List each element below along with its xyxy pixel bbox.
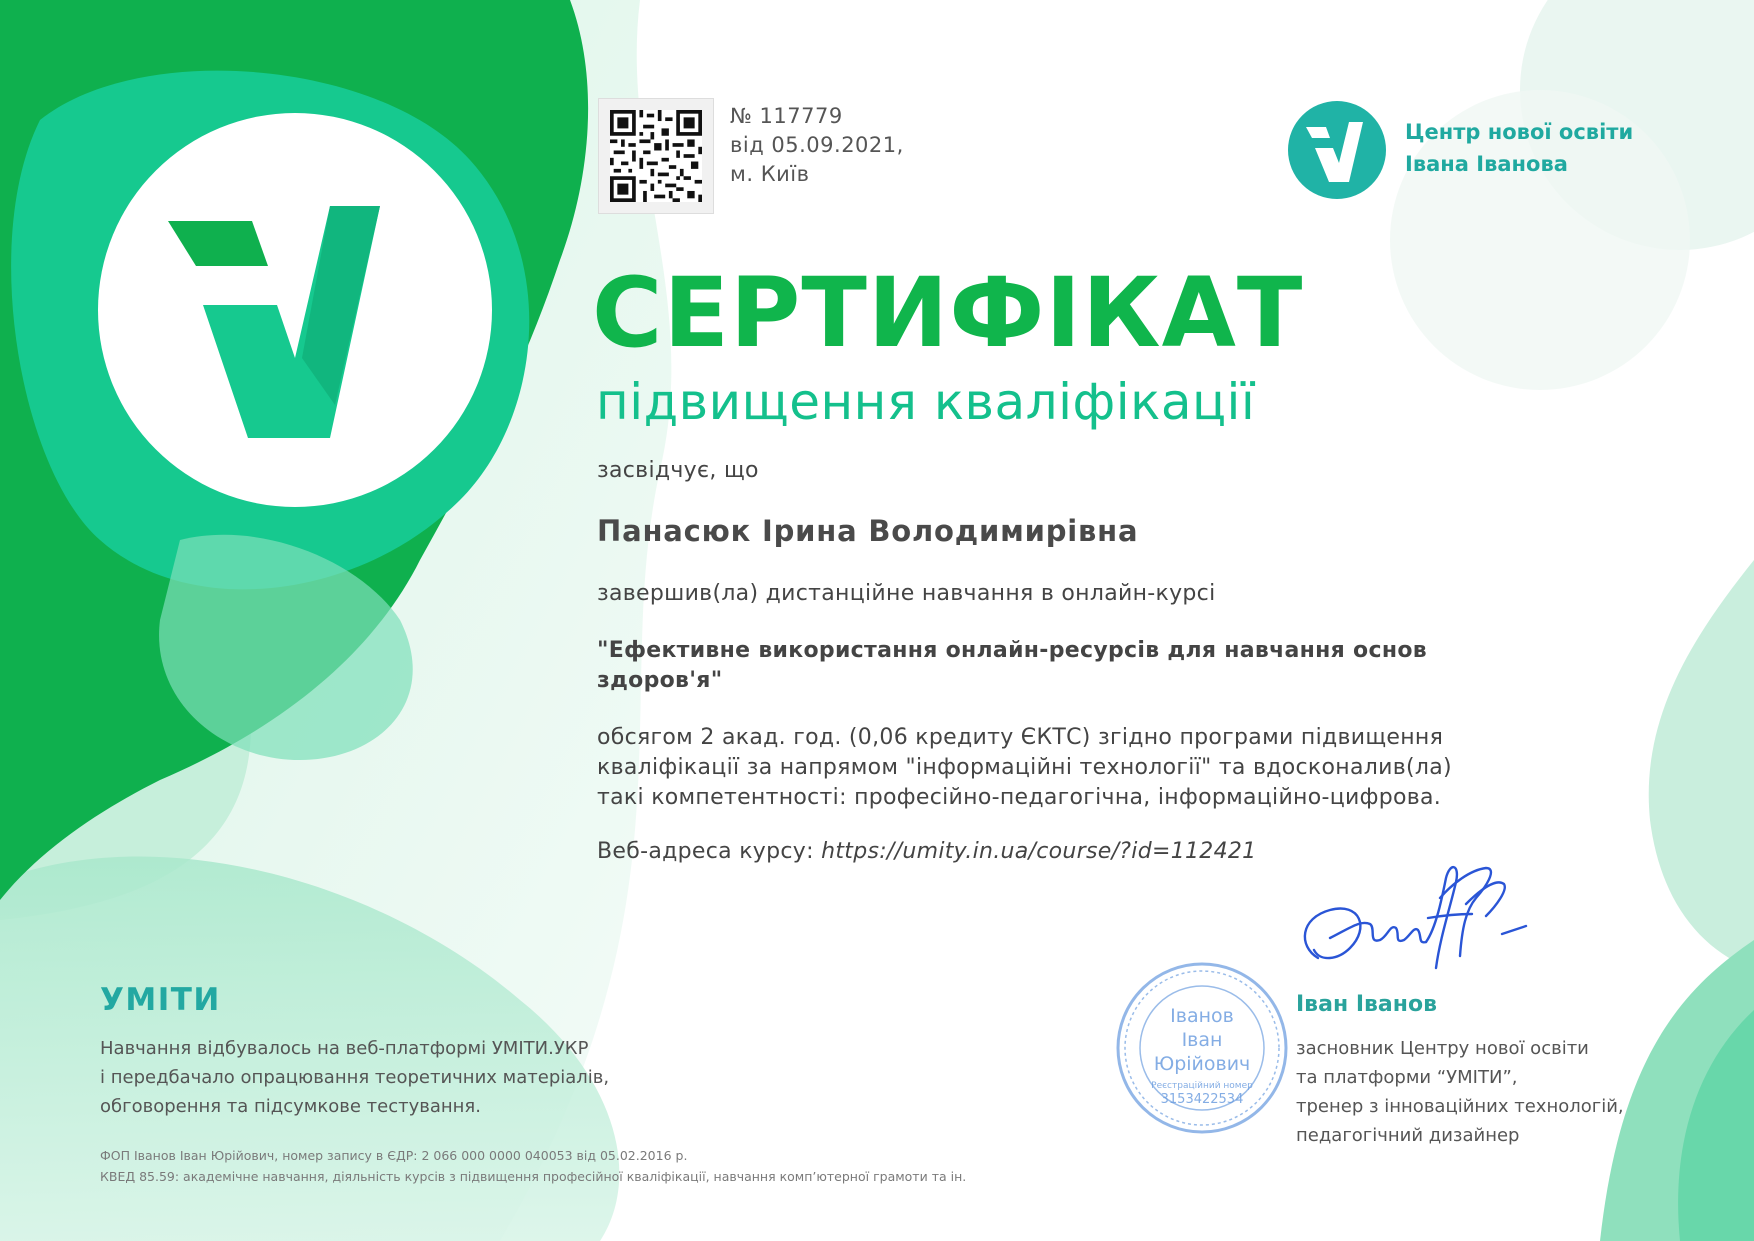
completed-text: завершив(ла) дистанційне навчання в онлайн-курсі xyxy=(597,581,1216,606)
legal-info xyxy=(100,1145,1000,1187)
scope-line1: обсягом 2 акад. год. (0,06 кредиту ЄКТС) згідно програми підвищення xyxy=(597,725,1444,750)
center-name-line2: Івана Іванова xyxy=(1405,152,1568,176)
course-title-line1: "Ефективне використання онлайн-ресурсів для навчання основ xyxy=(597,638,1427,663)
stamp-name-line1: Іванов xyxy=(1170,1005,1234,1027)
stamp-name-line2: Іван xyxy=(1181,1029,1223,1051)
signer-role-line3: тренер з інноваційних технологій, xyxy=(1296,1096,1624,1117)
center-name xyxy=(1405,116,1633,180)
stamp-reg-label: Реєстраційний номер xyxy=(1151,1081,1253,1091)
signer-role-line2: та платформи “УМІТИ”, xyxy=(1296,1067,1518,1088)
certificate-title: СЕРТИФІКАТ xyxy=(592,257,1304,369)
stamp-reg-number: 3153422534 xyxy=(1160,1092,1244,1107)
certificate-city: м. Київ xyxy=(730,162,810,186)
signature xyxy=(1290,858,1530,998)
scope-line3: такі компетентності: професійно-педагогічна, інформаційно-цифрова. xyxy=(597,785,1442,810)
course-title-line2: здоров'я" xyxy=(597,668,723,693)
certificate-number: № 117779 xyxy=(730,104,843,128)
qr-code-image xyxy=(610,110,702,202)
legal-line1: ФОП Іванов Іван Юрійович, номер запису в ЄДР: 2 066 000 0000 040053 від 05.02.2016 р. xyxy=(100,1148,688,1163)
signer-role xyxy=(1296,1034,1696,1150)
stamp-name-line3: Юрійович xyxy=(1153,1053,1251,1075)
course-title xyxy=(597,636,1497,696)
recipient-name: Панасюк Ірина Володимирівна xyxy=(597,514,1139,548)
scope-line2: кваліфікації за напрямом "інформаційні технології" та вдосконалив(ла) xyxy=(597,755,1452,780)
center-logo-icon xyxy=(1287,100,1387,200)
platform-note-line2: і передбачало опрацювання теоретичних матеріалів, xyxy=(100,1067,610,1088)
platform-note-line1: Навчання відбувалось на веб-платформі УМІТИ.УКР xyxy=(100,1038,589,1059)
signer-role-line4: педагогічний дизайнер xyxy=(1296,1125,1520,1146)
scope-text xyxy=(597,723,1497,813)
official-stamp xyxy=(1112,958,1292,1138)
course-url-label: Веб-адреса курсу: xyxy=(597,839,814,864)
umiti-logo: УМІТИ xyxy=(100,982,221,1018)
center-name-line1: Центр нової освіти xyxy=(1405,120,1634,144)
platform-note xyxy=(100,1034,800,1121)
qr-code xyxy=(598,98,714,214)
signer-name: Іван Іванов xyxy=(1296,992,1438,1017)
legal-line2: КВЕД 85.59: академічне навчання, діяльність курсів з підвищення професійної кваліфікації, навчання комп’ютерної грамоти та ін. xyxy=(100,1169,967,1184)
certificate-subtitle: підвищення кваліфікації xyxy=(596,373,1256,431)
course-url-link[interactable]: https://umity.in.ua/course/?id=112421 xyxy=(821,839,1257,864)
signer-role-line1: засновник Центру нової освіти xyxy=(1296,1038,1589,1059)
certificate-date: від 05.09.2021, xyxy=(730,133,904,157)
certifies-text: засвідчує, що xyxy=(597,458,759,483)
platform-note-line3: обговорення та підсумкове тестування. xyxy=(100,1096,481,1117)
certificate-meta xyxy=(730,102,904,189)
course-url-row xyxy=(597,837,1256,867)
